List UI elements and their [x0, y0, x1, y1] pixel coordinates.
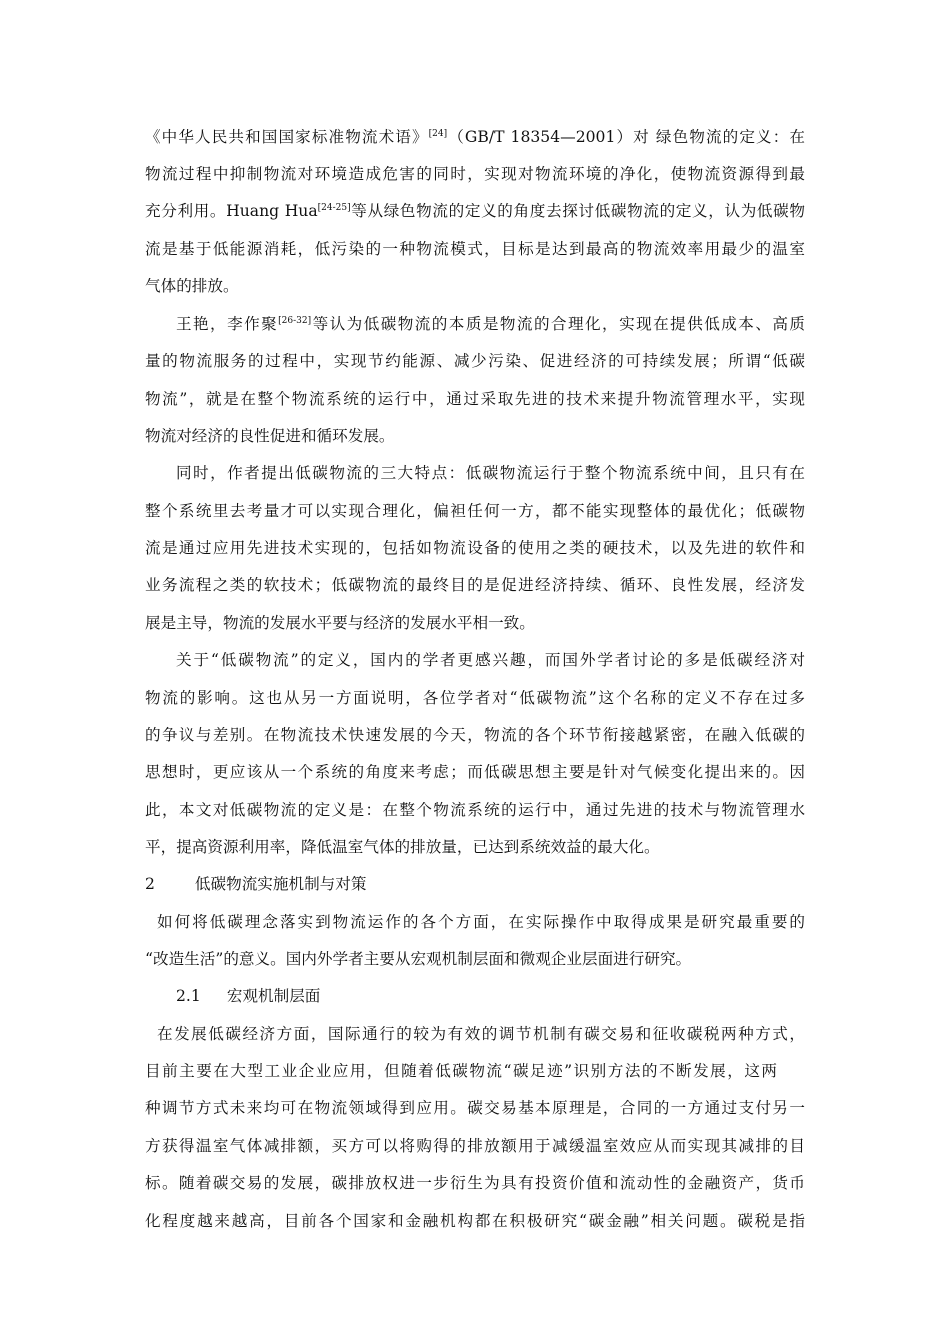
- section-title: 低碳物流实施机制与对策: [194, 875, 367, 893]
- text-span: （GB/T 18354—2001）对 绿色物流的定义：在: [447, 128, 805, 146]
- paragraph-line: [145, 200, 805, 222]
- section-number: 2.1: [176, 987, 201, 1005]
- paragraph-line: 种调节方式未来均可在物流领域得到应用。碳交易基本原理是，合同的一方通过支付另一: [145, 1099, 805, 1117]
- paragraph-line: 物流对经济的良性促进和循环发展。: [145, 427, 395, 445]
- text-span: 王艳，李作聚: [176, 315, 279, 333]
- subsection-heading: [176, 985, 476, 1007]
- paragraph-line: 物流的影响。这也从另一方面说明，各位学者对“低碳物流”这个名称的定义不存在过多: [145, 689, 805, 707]
- citation-ref: [26-32]: [278, 316, 312, 326]
- paragraph-line: 流是通过应用先进技术实现的，包括如物流设备的使用之类的硬技术，以及先进的软件和: [145, 539, 805, 557]
- text-span: 充分利用。Huang Hua: [145, 202, 318, 220]
- paragraph-line: 整个系统里去考量才可以实现合理化，偏袒任何一方，都不能实现整体的最优化；低碳物: [145, 502, 805, 520]
- section-heading: [145, 873, 445, 895]
- section-title: 宏观机制层面: [226, 987, 321, 1005]
- paragraph-line: 此，本文对低碳物流的定义是：在整个物流系统的运行中，通过先进的技术与物流管理水: [145, 801, 805, 819]
- paragraph-line: 方获得温室气体减排额，买方可以将购得的排放额用于减缓温室效应从而实现其减排的目: [145, 1137, 805, 1155]
- paragraph-line: 量的物流服务的过程中，实现节约能源、减少污染、促进经济的可持续发展；所谓“低碳: [145, 352, 805, 370]
- citation-ref: [24-25]: [317, 203, 351, 213]
- paragraph-line: “改造生活”的意义。国内外学者主要从宏观机制层面和微观企业层面进行研究。: [145, 950, 692, 968]
- paragraph-line: 气体的排放。: [145, 277, 239, 295]
- paragraph-line: 流是基于低能源消耗，低污染的一种物流模式，目标是达到最高的物流效率用最少的温室: [145, 240, 805, 258]
- paragraph-line: 物流”，就是在整个物流系统的运行中，通过采取先进的技术来提升物流管理水平，实现: [145, 390, 805, 408]
- paragraph-line: 标。随着碳交易的发展，碳排放权进一步衍生为具有投资价值和流动性的金融资产，货币: [145, 1174, 805, 1192]
- paragraph-line: [176, 313, 805, 335]
- paragraph-line: 同时，作者提出低碳物流的三大特点：低碳物流运行于整个物流系统中间，且只有在: [176, 464, 805, 482]
- paragraph-line: 平，提高资源利用率，降低温室气体的排放量，已达到系统效益的最大化。: [145, 838, 660, 856]
- text-span: 等从绿色物流的定义的角度去探讨低碳物流的定义，认为低碳物: [350, 202, 805, 220]
- paragraph-line: 的争议与差别。在物流技术快速发展的今天，物流的各个环节衔接越紧密，在融入低碳的: [145, 726, 805, 744]
- paragraph-line: 化程度越来越高，目前各个国家和金融机构都在积极研究“碳金融”相关问题。碳税是指: [145, 1212, 805, 1230]
- text-span: 《中华人民共和国国家标准物流术语》: [145, 128, 429, 146]
- paragraph-line: 如何将低碳理念落实到物流运作的各个方面，在实际操作中取得成果是研究最重要的: [157, 913, 805, 931]
- paragraph-line: 目前主要在大型工业企业应用，但随着低碳物流“碳足迹”识别方法的不断发展，这两: [145, 1062, 777, 1080]
- paragraph-line: 展是主导，物流的发展水平要与经济的发展水平相一致。: [145, 614, 535, 632]
- paragraph-line: 物流过程中抑制物流对环境造成危害的同时，实现对物流环境的净化，使物流资源得到最: [145, 165, 805, 183]
- paragraph-line: 关于“低碳物流”的定义，国内的学者更感兴趣，而国外学者讨论的多是低碳经济对: [176, 651, 805, 669]
- paragraph-line: 在发展低碳经济方面，国际通行的较为有效的调节机制有碳交易和征收碳税两种方式，: [157, 1025, 805, 1043]
- citation-ref: [24]: [428, 129, 448, 139]
- paragraph-line: [145, 126, 805, 148]
- section-number: 2: [145, 875, 155, 893]
- paragraph-line: 业务流程之类的软技术；低碳物流的最终目的是促进经济持续、循环、良性发展，经济发: [145, 576, 805, 594]
- paragraph-line: 思想时，更应该从一个系统的角度来考虑；而低碳思想主要是针对气候变化提出来的。因: [145, 763, 805, 781]
- text-span: 等认为低碳物流的本质是物流的合理化，实现在提供低成本、高质: [311, 315, 805, 333]
